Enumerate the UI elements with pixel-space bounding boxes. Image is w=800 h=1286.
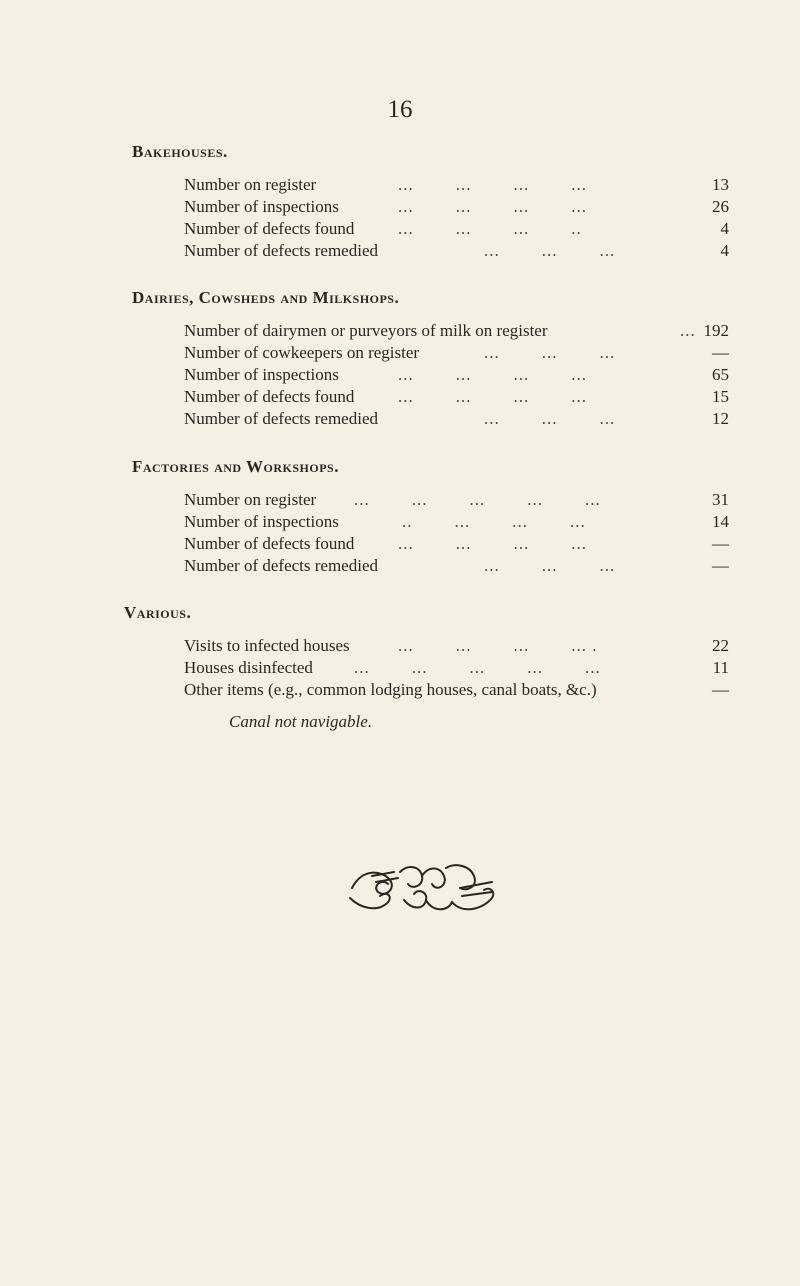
row-label: Number of defects remedied — [184, 409, 378, 428]
leader-dots: ... ... ... ... — [398, 387, 587, 406]
row-value: 11 — [712, 658, 729, 677]
table-row — [184, 196, 729, 218]
leader-dots: ... ... ... — [484, 556, 616, 575]
page-number: 16 — [387, 96, 413, 123]
row-label: Number of defects remedied — [184, 556, 378, 575]
row-label: Number of cowkeepers on register — [184, 343, 420, 362]
leader-dots: ... ... ... ... ... — [354, 490, 601, 509]
row-label: Number of inspections — [184, 512, 339, 531]
row-value: — — [712, 556, 729, 575]
row-label: Number of inspections — [184, 365, 339, 384]
leader-dots: .. ... ... ... — [402, 512, 586, 531]
leader-dots: ... ... ... — [484, 409, 616, 428]
footnote: Canal not navigable. — [229, 712, 373, 731]
table-row — [184, 342, 729, 364]
row-label: Number of defects remedied — [184, 241, 378, 260]
leader-dots: ... ... ... ... . — [398, 636, 598, 655]
row-label: Number on register — [184, 175, 317, 194]
table-row — [184, 555, 729, 577]
table-row — [184, 408, 729, 430]
row-label: Number of dairymen or purveyors of milk on register — [184, 321, 548, 340]
row-value: 31 — [712, 490, 729, 509]
table-row — [184, 657, 729, 679]
table-row — [184, 320, 729, 342]
row-value: 13 — [712, 175, 729, 194]
row-label: Number on register — [184, 490, 317, 509]
row-label: Number of inspections — [184, 197, 339, 216]
row-value: — — [712, 343, 729, 362]
table-row — [184, 533, 729, 555]
leader-dots: ... ... ... .. — [398, 219, 582, 238]
row-label: Number of defects found — [184, 534, 355, 553]
table-row — [184, 218, 729, 240]
row-label: Number of defects found — [184, 219, 355, 238]
table-row — [184, 679, 729, 701]
row-label: Other items (e.g., common lodging houses, canal boats, &c.) — [184, 680, 597, 699]
row-value: 22 — [712, 636, 729, 655]
leader-dots: ... ... ... — [484, 343, 616, 362]
row-label: Houses disinfected — [184, 658, 313, 677]
row-value: 26 — [712, 197, 729, 216]
row-value: — — [712, 680, 729, 699]
leader-dots: ... ... ... ... — [398, 365, 587, 384]
row-value: 4 — [720, 219, 729, 238]
row-value: 65 — [712, 365, 729, 384]
leader-dots: ... ... ... — [484, 241, 616, 260]
row-value: 4 — [720, 241, 729, 260]
section-heading-bakehouses: Bakehouses. — [132, 142, 228, 161]
table-row — [184, 511, 729, 533]
row-value: 15 — [712, 387, 729, 406]
leader-dots: ... ... ... ... — [398, 534, 587, 553]
section-heading-factories: Factories and Workshops. — [132, 457, 339, 476]
table-row — [184, 635, 729, 657]
floral-tailpiece-icon — [342, 858, 502, 920]
table-row — [184, 489, 729, 511]
row-value: 12 — [712, 409, 729, 428]
leader-dots: ... ... ... ... ... — [354, 658, 601, 677]
row-value: 14 — [712, 512, 729, 531]
section-heading-various: Various. — [124, 603, 192, 622]
row-value: 192 — [703, 321, 729, 340]
leader-dots: ... ... ... ... — [398, 197, 587, 216]
table-row — [184, 386, 729, 408]
leader-dots: ... ... ... ... — [398, 175, 587, 194]
table-row — [184, 240, 729, 262]
row-label: Visits to infected houses — [184, 636, 350, 655]
table-row — [184, 364, 729, 386]
section-heading-dairies: Dairies, Cowsheds and Milkshops. — [132, 288, 400, 307]
row-value: — — [712, 534, 729, 553]
table-row — [184, 174, 729, 196]
leader-dots: ... — [680, 321, 696, 340]
row-label: Number of defects found — [184, 387, 355, 406]
